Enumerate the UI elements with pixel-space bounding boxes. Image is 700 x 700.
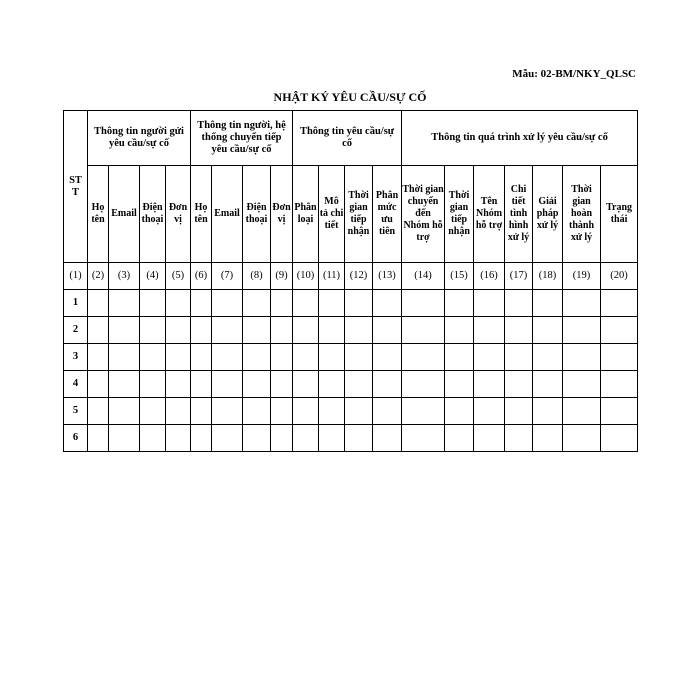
column-number-cell: (9) <box>271 263 293 290</box>
table-row <box>64 290 638 317</box>
column-header: Thời gian tiếp nhận <box>445 166 474 263</box>
empty-cell[interactable] <box>293 317 319 344</box>
empty-cell[interactable] <box>563 398 601 425</box>
empty-cell[interactable] <box>212 425 243 452</box>
empty-cell[interactable] <box>319 425 345 452</box>
empty-cell[interactable] <box>563 344 601 371</box>
column-header: Tên Nhóm hỗ trợ <box>474 166 505 263</box>
empty-cell[interactable] <box>445 317 474 344</box>
empty-cell[interactable] <box>191 425 212 452</box>
empty-cell[interactable] <box>445 371 474 398</box>
empty-cell[interactable] <box>319 290 345 317</box>
empty-cell[interactable] <box>191 371 212 398</box>
empty-cell[interactable] <box>212 398 243 425</box>
group-sender-header: Thông tin người gửi yêu cầu/sự cố <box>88 111 191 166</box>
empty-cell[interactable] <box>88 317 109 344</box>
empty-cell[interactable] <box>402 344 445 371</box>
empty-cell[interactable] <box>319 344 345 371</box>
column-number-cell: (8) <box>243 263 271 290</box>
empty-cell[interactable] <box>601 398 638 425</box>
column-number-cell: (4) <box>140 263 166 290</box>
empty-cell[interactable] <box>109 398 140 425</box>
empty-cell[interactable] <box>166 371 191 398</box>
column-number-cell: (11) <box>319 263 345 290</box>
empty-cell[interactable] <box>166 425 191 452</box>
empty-cell[interactable] <box>293 344 319 371</box>
empty-cell[interactable] <box>88 344 109 371</box>
group-request-header: Thông tin yêu cầu/sự cố <box>293 111 402 166</box>
empty-cell[interactable] <box>474 371 505 398</box>
empty-cell[interactable] <box>505 425 533 452</box>
empty-cell[interactable] <box>271 425 293 452</box>
table-row <box>64 425 638 452</box>
group-forwarder-header: Thông tin người, hệ thống chuyển tiếp yêu cầu/sự cố <box>191 111 293 166</box>
empty-cell[interactable] <box>140 290 166 317</box>
empty-cell[interactable] <box>271 371 293 398</box>
column-header: Họ tên <box>191 166 212 263</box>
empty-cell[interactable] <box>319 317 345 344</box>
empty-cell[interactable] <box>533 290 563 317</box>
column-number-cell: (12) <box>345 263 373 290</box>
empty-cell[interactable] <box>191 344 212 371</box>
empty-cell[interactable] <box>88 371 109 398</box>
empty-cell[interactable] <box>601 317 638 344</box>
column-number-cell: (10) <box>293 263 319 290</box>
column-number-cell: (20) <box>601 263 638 290</box>
empty-cell[interactable] <box>140 317 166 344</box>
empty-cell[interactable] <box>88 425 109 452</box>
empty-cell[interactable] <box>271 398 293 425</box>
column-number-cell: (1) <box>64 263 88 290</box>
empty-cell[interactable] <box>505 344 533 371</box>
empty-cell[interactable] <box>445 398 474 425</box>
empty-cell[interactable] <box>345 344 373 371</box>
row-number-cell: 4 <box>64 371 88 398</box>
empty-cell[interactable] <box>563 317 601 344</box>
empty-cell[interactable] <box>243 371 271 398</box>
empty-cell[interactable] <box>293 290 319 317</box>
empty-cell[interactable] <box>474 317 505 344</box>
empty-cell[interactable] <box>166 398 191 425</box>
column-header: Chi tiết tình hình xử lý <box>505 166 533 263</box>
empty-cell[interactable] <box>445 344 474 371</box>
column-header: Giải pháp xử lý <box>533 166 563 263</box>
empty-cell[interactable] <box>212 344 243 371</box>
empty-cell[interactable] <box>140 344 166 371</box>
column-header: Email <box>212 166 243 263</box>
empty-cell[interactable] <box>505 371 533 398</box>
table-row <box>64 317 638 344</box>
empty-cell[interactable] <box>402 371 445 398</box>
column-header: Đơn vị <box>166 166 191 263</box>
empty-cell[interactable] <box>402 317 445 344</box>
row-number-cell: 6 <box>64 425 88 452</box>
empty-cell[interactable] <box>243 290 271 317</box>
column-header: Đơn vị <box>271 166 293 263</box>
empty-cell[interactable] <box>601 344 638 371</box>
column-header: Họ tên <box>88 166 109 263</box>
empty-cell[interactable] <box>319 371 345 398</box>
empty-cell[interactable] <box>601 371 638 398</box>
empty-cell[interactable] <box>293 398 319 425</box>
row-number-cell: 5 <box>64 398 88 425</box>
column-number-cell: (15) <box>445 263 474 290</box>
request-log-table <box>63 110 638 452</box>
empty-cell[interactable] <box>373 398 402 425</box>
empty-cell[interactable] <box>402 425 445 452</box>
empty-cell[interactable] <box>140 425 166 452</box>
column-header: Thời gian chuyển đến Nhóm hỗ trợ <box>402 166 445 263</box>
empty-cell[interactable] <box>212 317 243 344</box>
empty-cell[interactable] <box>533 317 563 344</box>
empty-cell[interactable] <box>563 425 601 452</box>
empty-cell[interactable] <box>601 425 638 452</box>
empty-cell[interactable] <box>373 425 402 452</box>
column-number-cell: (2) <box>88 263 109 290</box>
empty-cell[interactable] <box>319 398 345 425</box>
empty-cell[interactable] <box>533 344 563 371</box>
empty-cell[interactable] <box>373 344 402 371</box>
column-header: Phân mức ưu tiên <box>373 166 402 263</box>
empty-cell[interactable] <box>474 425 505 452</box>
column-header: Điện thoại <box>243 166 271 263</box>
empty-cell[interactable] <box>474 344 505 371</box>
empty-cell[interactable] <box>402 290 445 317</box>
empty-cell[interactable] <box>533 371 563 398</box>
empty-cell[interactable] <box>533 398 563 425</box>
column-number-cell: (17) <box>505 263 533 290</box>
group-processing-header: Thông tin quá trình xử lý yêu cầu/sự cố <box>402 111 638 166</box>
empty-cell[interactable] <box>271 317 293 344</box>
empty-cell[interactable] <box>109 317 140 344</box>
column-header: Mô tả chi tiết <box>319 166 345 263</box>
empty-cell[interactable] <box>271 290 293 317</box>
column-number-cell: (5) <box>166 263 191 290</box>
empty-cell[interactable] <box>243 344 271 371</box>
column-header: Điện thoại <box>140 166 166 263</box>
column-header: Thời gian hoàn thành xử lý <box>563 166 601 263</box>
empty-cell[interactable] <box>271 344 293 371</box>
empty-cell[interactable] <box>505 398 533 425</box>
empty-cell[interactable] <box>109 290 140 317</box>
column-header: Trạng thái <box>601 166 638 263</box>
table-row <box>64 371 638 398</box>
column-header: Phân loại <box>293 166 319 263</box>
empty-cell[interactable] <box>402 398 445 425</box>
empty-cell[interactable] <box>140 398 166 425</box>
empty-cell[interactable] <box>166 344 191 371</box>
empty-cell[interactable] <box>88 290 109 317</box>
empty-cell[interactable] <box>243 425 271 452</box>
empty-cell[interactable] <box>505 290 533 317</box>
form-code: Mẫu: 02-BM/NKY_QLSC <box>512 68 636 80</box>
empty-cell[interactable] <box>166 317 191 344</box>
empty-cell[interactable] <box>88 398 109 425</box>
row-number-cell: 1 <box>64 290 88 317</box>
empty-cell[interactable] <box>601 290 638 317</box>
empty-cell[interactable] <box>345 290 373 317</box>
empty-cell[interactable] <box>505 317 533 344</box>
empty-cell[interactable] <box>191 398 212 425</box>
empty-cell[interactable] <box>109 425 140 452</box>
empty-cell[interactable] <box>445 290 474 317</box>
empty-cell[interactable] <box>345 425 373 452</box>
empty-cell[interactable] <box>191 290 212 317</box>
column-number-cell: (14) <box>402 263 445 290</box>
empty-cell[interactable] <box>373 317 402 344</box>
empty-cell[interactable] <box>563 290 601 317</box>
column-header: Email <box>109 166 140 263</box>
row-number-cell: 2 <box>64 317 88 344</box>
document-title: NHẬT KÝ YÊU CẦU/SỰ CỐ <box>273 90 427 104</box>
table-row <box>64 398 638 425</box>
empty-cell[interactable] <box>474 398 505 425</box>
empty-cell[interactable] <box>345 317 373 344</box>
empty-cell[interactable] <box>345 398 373 425</box>
empty-cell[interactable] <box>109 371 140 398</box>
empty-cell[interactable] <box>166 290 191 317</box>
empty-cell[interactable] <box>445 425 474 452</box>
column-number-cell: (18) <box>533 263 563 290</box>
empty-cell[interactable] <box>109 344 140 371</box>
empty-cell[interactable] <box>563 371 601 398</box>
column-number-cell: (6) <box>191 263 212 290</box>
stt-header: STT <box>64 111 88 263</box>
empty-cell[interactable] <box>373 290 402 317</box>
empty-cell[interactable] <box>212 371 243 398</box>
column-number-cell: (3) <box>109 263 140 290</box>
empty-cell[interactable] <box>533 425 563 452</box>
column-number-cell: (19) <box>563 263 601 290</box>
empty-cell[interactable] <box>140 371 166 398</box>
table-row <box>64 344 638 371</box>
column-number-cell: (7) <box>212 263 243 290</box>
empty-cell[interactable] <box>212 290 243 317</box>
empty-cell[interactable] <box>474 290 505 317</box>
column-header: Thời gian tiếp nhận <box>345 166 373 263</box>
empty-cell[interactable] <box>243 398 271 425</box>
empty-cell[interactable] <box>293 425 319 452</box>
empty-cell[interactable] <box>293 371 319 398</box>
empty-cell[interactable] <box>243 317 271 344</box>
empty-cell[interactable] <box>373 371 402 398</box>
column-number-cell: (13) <box>373 263 402 290</box>
empty-cell[interactable] <box>345 371 373 398</box>
empty-cell[interactable] <box>191 317 212 344</box>
row-number-cell: 3 <box>64 344 88 371</box>
column-number-cell: (16) <box>474 263 505 290</box>
